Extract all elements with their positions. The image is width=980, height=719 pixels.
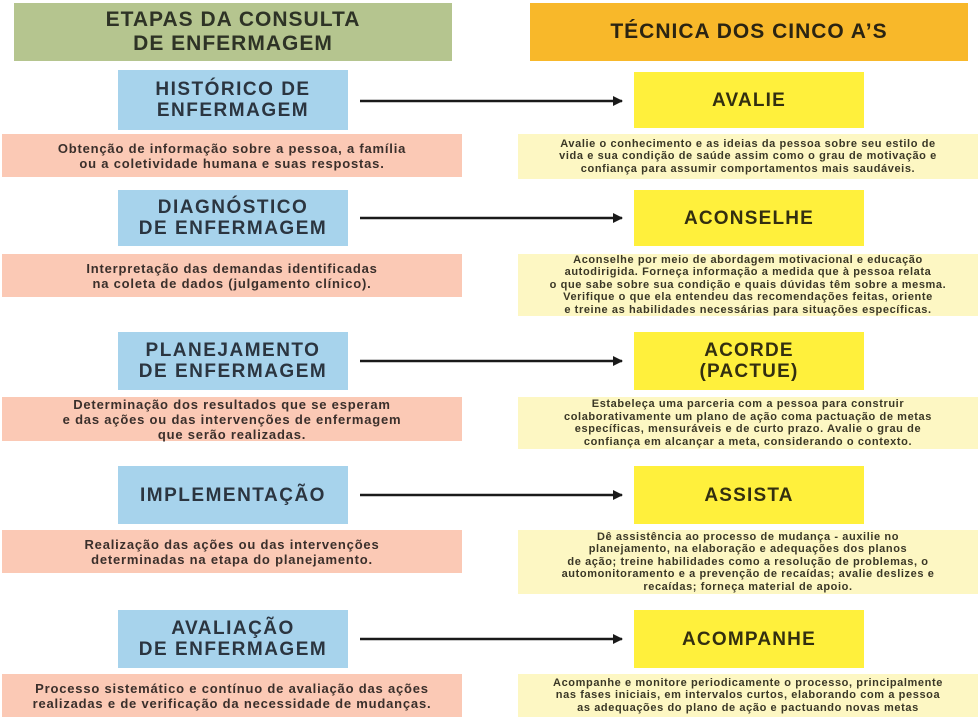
step-desc-line: específicas, mensuráveis e de curto prazo. Avalie o grau de bbox=[574, 423, 922, 435]
stage-desc-line: Obtenção de informação sobre a pessoa, a família bbox=[57, 140, 407, 156]
stage-label-line: DE ENFERMAGEM bbox=[138, 218, 328, 239]
step-desc-line: autodirigida. Forneça informação a medida que à pessoa relata bbox=[564, 266, 932, 279]
step-desc-line: o que sabe sobre sua condição e quais dúvidas têm sobre a mesma. bbox=[549, 278, 947, 291]
step-desc-line: planejamento, na elaboração e adequações dos planos bbox=[588, 543, 908, 556]
step-desc-line: Verifique o que ela entendeu das recomendações feitas, oriente bbox=[563, 291, 933, 304]
step-label-line: ACONSELHE bbox=[683, 207, 815, 229]
stage-label-line: AVALIAÇÃO bbox=[171, 618, 295, 639]
stage-desc-line: ou a coletividade humana e suas respostas. bbox=[79, 155, 385, 171]
step-desc-line: Avalie o conhecimento e as ideias da pessoa sobre seu estilo de bbox=[560, 137, 936, 150]
step-desc-line: recaídas; forneça material de apoio. bbox=[643, 580, 853, 593]
stage-desc-line: na coleta de dados (julgamento clínico). bbox=[92, 275, 372, 291]
step-desc-line: as adequações do plano de ação e pactuando novas metas bbox=[577, 701, 919, 714]
step-desc-line: nas fases iniciais, em intervalos curtos, elaborando com a pessoa bbox=[555, 689, 941, 702]
stage-desc-line: Realização das ações ou das intervenções bbox=[84, 536, 380, 552]
stage-label-line: DIAGNÓSTICO bbox=[157, 197, 309, 218]
step-desc-line: Dê assistência ao processo de mudança - auxilie no bbox=[596, 530, 900, 543]
step-desc-line: confiança para assumir comportamentos mais saudáveis. bbox=[580, 162, 916, 175]
stage-desc-line: determinadas na etapa do planejamento. bbox=[91, 551, 373, 567]
stage-desc-line: e das ações ou das intervenções de enfermagem bbox=[62, 411, 402, 427]
step-label-line: ACOMPANHE bbox=[682, 628, 816, 650]
step-label-line: ACORDE bbox=[704, 340, 794, 361]
step-desc-line: de ação; treine habilidades como a resolução de problemas, o bbox=[567, 555, 929, 568]
step-desc-line: Estabeleça uma parceria com a pessoa para construir bbox=[591, 398, 905, 410]
header-left-line-1: ETAPAS DA CONSULTA bbox=[105, 8, 361, 31]
header-left-line-2: DE ENFERMAGEM bbox=[133, 32, 333, 55]
step-desc-line: Acompanhe e monitore periodicamente o processo, principalmente bbox=[553, 676, 943, 689]
step-desc-line: Aconselhe por meio de abordagem motivacional e educação bbox=[573, 253, 923, 266]
stage-desc-line: Processo sistemático e contínuo de avaliação das ações bbox=[35, 680, 429, 696]
stage-desc-line: que serão realizadas. bbox=[157, 426, 307, 442]
step-label-line: ASSISTA bbox=[704, 484, 794, 506]
step-desc-line: automonitoramento e a prevenção de recaídas; avalie deslizes e bbox=[561, 568, 935, 581]
stage-desc-line: Determinação dos resultados que se esperam bbox=[73, 396, 391, 412]
step-desc-line: confiança em alcançar a meta, considerando o contexto. bbox=[583, 435, 913, 448]
stage-label-line: DE ENFERMAGEM bbox=[138, 639, 328, 660]
stage-label-line: DE ENFERMAGEM bbox=[138, 361, 328, 382]
step-label-line: AVALIE bbox=[711, 89, 787, 111]
stage-desc-line: realizadas e de verificação da necessidade de mudanças. bbox=[32, 695, 432, 711]
stage-label-line: ENFERMAGEM bbox=[156, 100, 310, 121]
step-desc-line: colaborativamente um plano de ação coma pactuação de metas bbox=[564, 410, 932, 423]
stage-label-line: IMPLEMENTAÇÃO bbox=[140, 484, 326, 506]
stage-label-line: HISTÓRICO DE bbox=[155, 79, 311, 100]
step-label-line: (PACTUE) bbox=[699, 361, 799, 382]
step-desc-line: vida e sua condição de saúde assim como o grau de motivação e bbox=[559, 150, 937, 163]
header-right-text: TÉCNICA DOS CINCO A’S bbox=[610, 20, 888, 43]
stage-desc-line: Interpretação das demandas identificadas bbox=[86, 260, 378, 276]
stage-label-line: PLANEJAMENTO bbox=[145, 340, 321, 361]
step-desc-line: e treine as habilidades necessárias para situações específicas. bbox=[564, 303, 932, 316]
